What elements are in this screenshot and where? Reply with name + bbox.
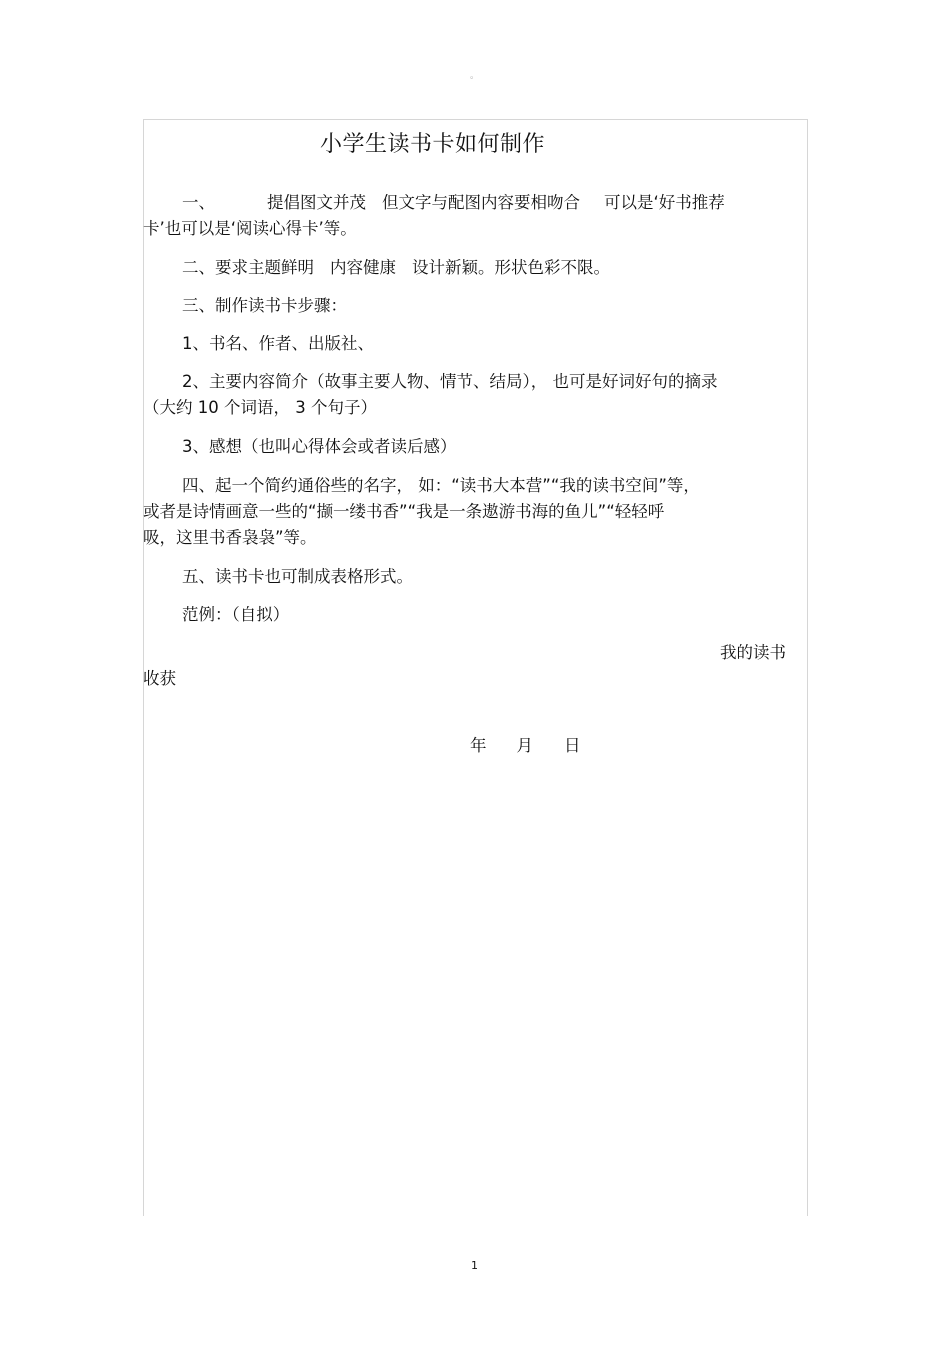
date-month: 月 bbox=[516, 736, 533, 755]
date-line bbox=[470, 733, 581, 759]
example-label: 范例：（自拟） bbox=[182, 605, 290, 624]
item-4-line-1: 四、起一个简约通俗些的名字， 如：“读书大本营”“我的读书空间”等， bbox=[182, 476, 700, 495]
item-1-part-1: 提倡图文并茂 bbox=[267, 193, 366, 212]
item-1-line-2: 卡’也可以是‘阅读心得卡’等。 bbox=[143, 219, 357, 238]
item-1-number: 一、 bbox=[182, 193, 215, 212]
card-heading-left: 收获 bbox=[143, 669, 176, 688]
header-mark: 。 bbox=[470, 71, 480, 81]
step-3: 3、感想（也叫心得体会或者读后感） bbox=[182, 437, 457, 456]
item-2-part-2: 内容健康 bbox=[330, 258, 396, 277]
date-year: 年 bbox=[470, 736, 487, 755]
card-heading-right: 我的读书 bbox=[720, 643, 786, 662]
date-day: 日 bbox=[564, 736, 581, 755]
item-1-part-3: 可以是‘好书推荐 bbox=[604, 193, 725, 212]
page-title: 小学生读书卡如何制作 bbox=[320, 132, 546, 157]
step-2-line-1: 2、主要内容简介（故事主要人物、情节、结局）， 也可是好词好句的摘录 bbox=[182, 372, 718, 391]
item-5: 五、读书卡也可制成表格形式。 bbox=[182, 567, 413, 586]
item-4-line-2: 或者是诗情画意一些的“撷一缕书香”“我是一条遨游书海的鱼儿”“轻轻呼 bbox=[143, 502, 665, 521]
item-2 bbox=[182, 255, 610, 281]
page-number: 1 bbox=[471, 1259, 478, 1272]
item-4-line-3: 吸，这里书香袅袅”等。 bbox=[143, 528, 317, 547]
item-1-line-1 bbox=[182, 190, 725, 216]
step-1: 1、书名、作者、出版社、 bbox=[182, 334, 374, 353]
card-frame bbox=[143, 119, 808, 1216]
item-1-part-2: 但文字与配图内容要相吻合 bbox=[382, 193, 580, 212]
item-2-part-1: 二、要求主题鲜明 bbox=[182, 258, 314, 277]
item-3: 三、制作读书卡步骤： bbox=[182, 296, 347, 315]
item-2-part-3: 设计新颖。形状色彩不限。 bbox=[412, 258, 610, 277]
step-2-line-2: （大约 10 个词语， 3 个句子） bbox=[143, 398, 377, 417]
